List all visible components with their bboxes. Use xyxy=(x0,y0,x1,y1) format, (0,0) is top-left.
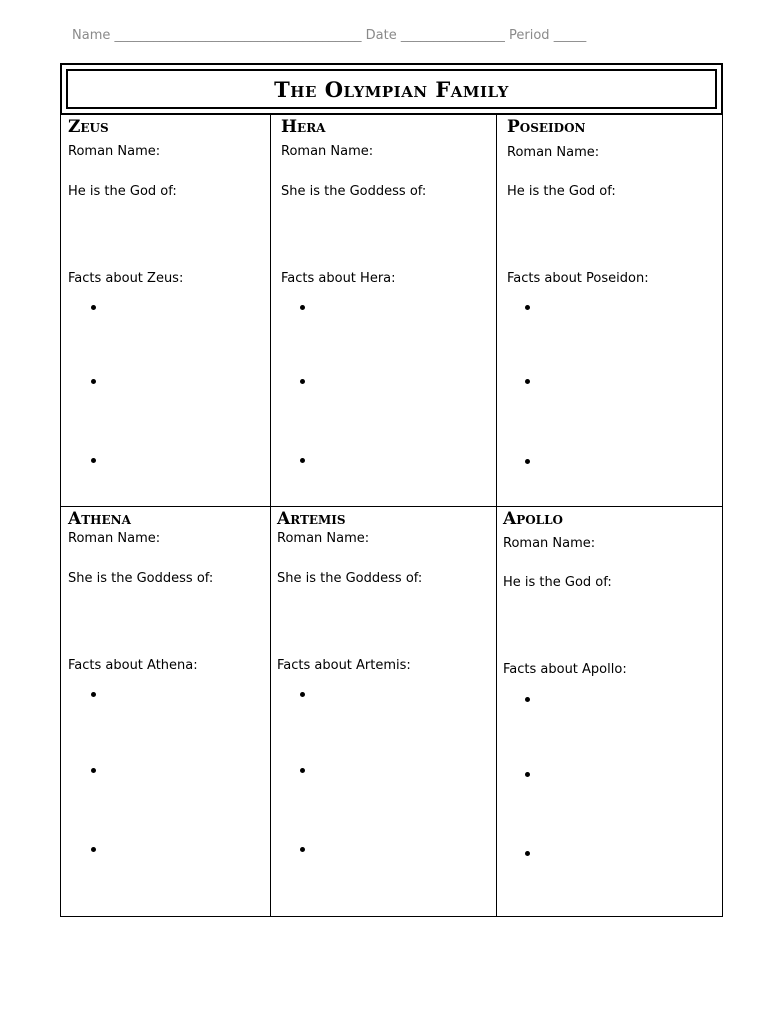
roman-name-label: Roman Name: xyxy=(503,536,596,551)
card-artemis xyxy=(271,507,496,916)
domain-label: He is the God of: xyxy=(68,184,177,199)
god-name: Athena xyxy=(68,509,131,529)
roman-name-label: Roman Name: xyxy=(507,145,600,160)
facts-label: Facts about Hera: xyxy=(281,271,396,286)
domain-label: He is the God of: xyxy=(503,575,612,590)
fact-bullet xyxy=(91,847,96,852)
fact-bullet xyxy=(91,379,96,384)
domain-label: He is the God of: xyxy=(507,184,616,199)
facts-label: Facts about Apollo: xyxy=(503,662,627,677)
name-label: Name xyxy=(72,28,111,43)
fact-bullet xyxy=(300,768,305,773)
god-name: Artemis xyxy=(277,509,346,529)
roman-name-label: Roman Name: xyxy=(68,531,161,546)
card-poseidon xyxy=(497,115,723,506)
domain-label: She is the Goddess of: xyxy=(281,184,427,199)
roman-name-label: Roman Name: xyxy=(281,144,374,159)
roman-name-label: Roman Name: xyxy=(277,531,370,546)
fact-bullet xyxy=(525,459,530,464)
fact-bullet xyxy=(91,305,96,310)
domain-label: She is the Goddess of: xyxy=(68,571,214,586)
god-name: Poseidon xyxy=(507,117,586,137)
roman-name-label: Roman Name: xyxy=(68,144,161,159)
gods-grid xyxy=(60,115,723,917)
god-name: Zeus xyxy=(68,117,109,137)
period-label: Period xyxy=(509,28,550,43)
name-blank[interactable]: ______________________________________ xyxy=(114,28,362,43)
domain-label: She is the Goddess of: xyxy=(277,571,423,586)
facts-label: Facts about Poseidon: xyxy=(507,271,649,286)
card-hera xyxy=(271,115,496,506)
period-blank[interactable]: _____ xyxy=(553,28,587,43)
fact-bullet xyxy=(525,305,530,310)
fact-bullet xyxy=(300,379,305,384)
god-name: Hera xyxy=(281,117,326,137)
card-apollo xyxy=(497,507,723,916)
facts-label: Facts about Zeus: xyxy=(68,271,184,286)
fact-bullet xyxy=(91,458,96,463)
date-label: Date xyxy=(365,28,397,43)
fact-bullet xyxy=(525,697,530,702)
fact-bullet xyxy=(300,847,305,852)
card-athena xyxy=(61,507,270,916)
god-name: Apollo xyxy=(503,509,563,529)
fact-bullet xyxy=(91,768,96,773)
fact-bullet xyxy=(300,305,305,310)
date-blank[interactable]: ________________ xyxy=(400,28,505,43)
fact-bullet xyxy=(300,692,305,697)
facts-label: Facts about Athena: xyxy=(68,658,198,673)
fact-bullet xyxy=(525,772,530,777)
card-zeus xyxy=(61,115,270,506)
fact-bullet xyxy=(525,851,530,856)
title-box xyxy=(60,63,723,115)
fact-bullet xyxy=(91,692,96,697)
fact-bullet xyxy=(300,458,305,463)
page-title: The Olympian Family xyxy=(274,76,509,102)
facts-label: Facts about Artemis: xyxy=(277,658,411,673)
student-info-header xyxy=(72,28,586,43)
title-inner-frame xyxy=(66,69,717,109)
fact-bullet xyxy=(525,379,530,384)
